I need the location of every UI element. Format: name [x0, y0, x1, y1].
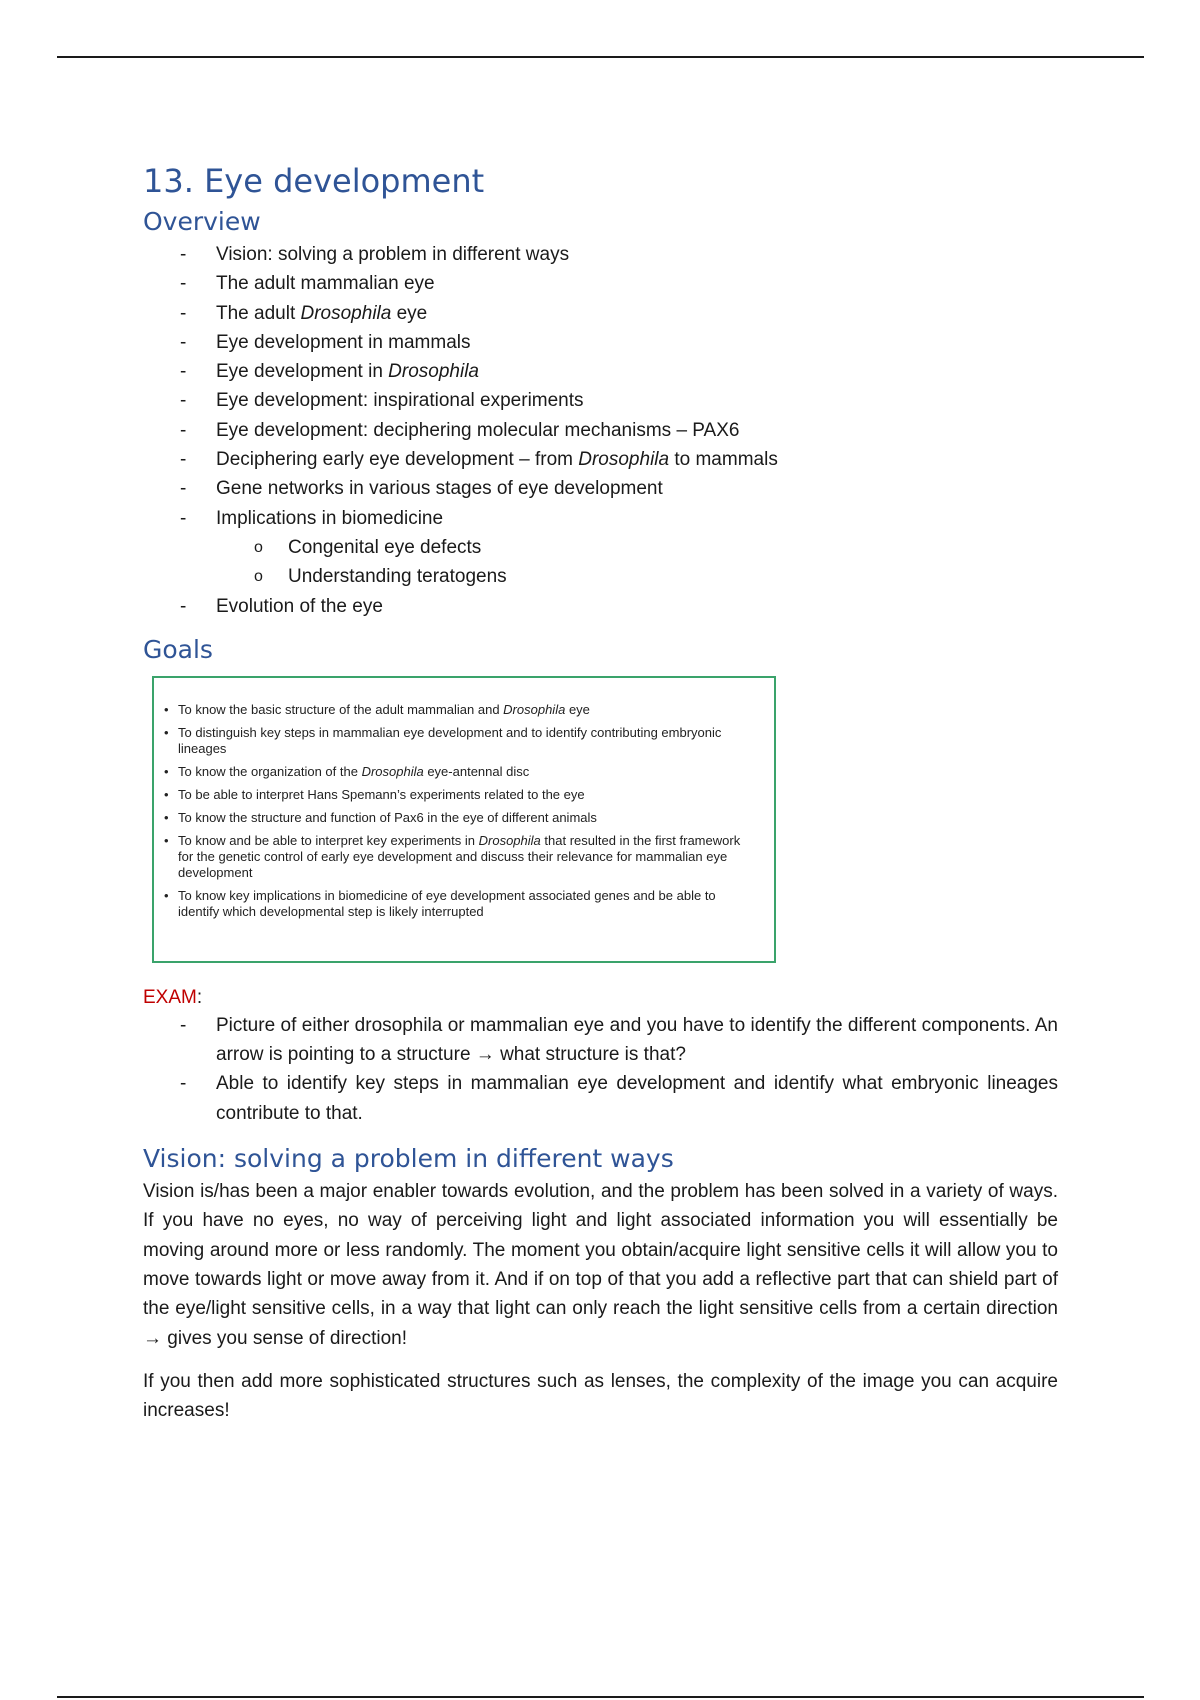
dash-bullet: -: [180, 361, 187, 383]
overview-subitem: [143, 562, 1058, 591]
document-body: [143, 160, 1058, 1425]
overview-item: [143, 592, 1058, 621]
dash-bullet: -: [180, 419, 187, 441]
exam-item: [143, 1069, 1058, 1128]
vision-paragraphs: [143, 1177, 1058, 1425]
overview-item: [143, 299, 1058, 328]
text-run: to mammals: [669, 449, 778, 471]
overview-item: [143, 504, 1058, 533]
text-run: Eye development in mammals: [216, 331, 471, 353]
footer-rule: [57, 1696, 1144, 1698]
text-run: To know and be able to interpret key experiments in: [178, 832, 479, 848]
exam-label-text: EXAM: [143, 986, 197, 1008]
italic-text: Drosophila: [503, 701, 566, 717]
overview-item: [143, 269, 1058, 298]
text-run: To distinguish key steps in mammalian eye development and to identify contributing embryonic lineages: [178, 724, 722, 756]
page-title: 13. Eye development: [143, 162, 485, 200]
goal-item: [164, 725, 756, 757]
bullet-dot: •: [164, 887, 169, 903]
text-run: Vision: solving a problem in different ways: [216, 244, 570, 265]
dash-bullet: -: [180, 1014, 187, 1036]
overview-item: [143, 445, 1058, 474]
exam-label-colon: :: [196, 986, 203, 1008]
goal-item: [164, 764, 756, 780]
italic-text: Drosophila: [478, 832, 541, 848]
overview-item: [143, 416, 1058, 445]
overview-item: [143, 240, 1058, 269]
vision-heading: Vision: solving a problem in different ways: [143, 1144, 674, 1174]
paragraph: Vision is/has been a major enabler towards evolution, and the problem has been solved in a variety of ways. If you have no eyes, no way of perceiving light and light associated information you will essentially be moving around more or less randomly. The moment you obtain/acquire light sensitive cells it will allow you to move towards light or move away from it. And if on top of that you add a reflective part that can shield part of the eye/light sensitive cells, in a way that light can only reach the light sensitive cells from a certain direction → gives you sense of direction!: [143, 1181, 1058, 1349]
dash-bullet: -: [180, 595, 187, 617]
goal-item: [164, 787, 756, 803]
text-run: eye-antennal disc: [423, 763, 530, 779]
dash-bullet: -: [180, 1073, 187, 1095]
header-rule: [57, 56, 1144, 58]
goal-item: [164, 810, 756, 826]
dash-bullet: -: [180, 331, 187, 353]
overview-subitem-text: Understanding teratogens: [288, 566, 507, 588]
overview-subitem: [143, 533, 1058, 562]
paragraph: If you then add more sophisticated structures such as lenses, the complexity of the image you can acquire increases!: [143, 1370, 1058, 1422]
text-run: Evolution of the eye: [216, 595, 383, 617]
italic-text: Drosophila: [300, 302, 392, 324]
text-run: Eye development: deciphering molecular mechanisms – PAX6: [216, 419, 740, 441]
bullet-dot: •: [164, 701, 169, 717]
bullet-dot: •: [164, 809, 169, 825]
text-run: To know the basic structure of the adult mammalian and: [178, 701, 504, 717]
goals-list: [164, 702, 756, 920]
italic-text: Drosophila: [578, 449, 670, 471]
dash-bullet: -: [180, 478, 187, 500]
dash-bullet: -: [180, 302, 187, 324]
text-run: Implications in biomedicine: [216, 507, 444, 529]
overview-item: [143, 474, 1058, 503]
text-run: To know the structure and function of Pax6 in the eye of different animals: [178, 809, 597, 825]
text-run: To know key implications in biomedicine of eye development associated genes and be able to identify which developmental step is likely interrupted: [178, 887, 716, 919]
text-run: Gene networks in various stages of eye development: [216, 478, 663, 500]
italic-text: Drosophila: [361, 763, 424, 779]
bullet-dot: •: [164, 832, 169, 848]
text-run: Deciphering early eye development – from: [216, 449, 579, 471]
exam-item: [143, 1011, 1058, 1070]
text-run: The adult mammalian eye: [216, 273, 435, 295]
dash-bullet: -: [180, 273, 187, 295]
goal-item: [164, 702, 756, 718]
bullet-dot: •: [164, 786, 169, 802]
overview-item: [143, 328, 1058, 357]
overview-heading: Overview: [143, 207, 261, 236]
text-run: Eye development: inspirational experiments: [216, 390, 584, 412]
exam-label: [143, 985, 1058, 1011]
text-run: eye: [391, 302, 428, 324]
overview-sublist: [143, 533, 1058, 592]
text-run: that resulted in the first framework for the genetic control of early eye development and discuss their relevance for mammalian eye development: [178, 832, 741, 880]
circle-bullet: o: [254, 568, 263, 586]
text-run: To know the organization of the: [178, 763, 362, 779]
text-run: The adult: [216, 302, 301, 324]
dash-bullet: -: [180, 507, 187, 529]
bullet-dot: •: [164, 763, 169, 779]
dash-bullet: -: [180, 244, 187, 265]
text-run: Eye development in: [216, 361, 389, 383]
italic-text: Drosophila: [388, 361, 479, 383]
goal-item: [164, 833, 756, 881]
exam-item-text: Picture of either drosophila or mammalian eye and you have to identify the different components. An arrow is pointing to a structure → what structure is that?: [216, 1014, 1058, 1066]
dash-bullet: -: [180, 390, 187, 412]
goal-item: [164, 888, 756, 920]
overview-list: [143, 240, 1058, 621]
exam-item-text: Able to identify key steps in mammalian eye development and identify what embryonic lineages contribute to that.: [216, 1073, 1058, 1124]
overview-item: [143, 357, 1058, 386]
text-run: eye: [565, 701, 590, 717]
goals-heading: Goals: [143, 634, 213, 664]
circle-bullet: o: [254, 538, 263, 556]
overview-item: [143, 386, 1058, 415]
exam-list: [143, 1011, 1058, 1128]
bullet-dot: •: [164, 724, 169, 740]
text-run: To be able to interpret Hans Spemann’s experiments related to the eye: [178, 786, 585, 802]
dash-bullet: -: [180, 449, 187, 471]
goals-box: [152, 676, 776, 963]
overview-subitem-text: Congenital eye defects: [288, 536, 482, 558]
